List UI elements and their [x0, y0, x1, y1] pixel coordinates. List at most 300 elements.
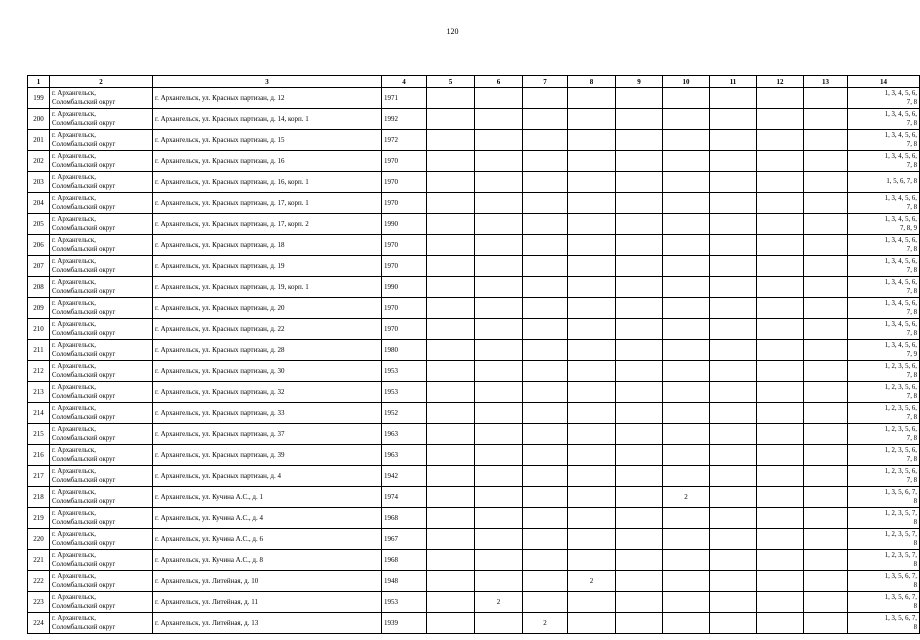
value-cell-6: [475, 508, 523, 529]
district-line: Соломбальский округ: [52, 267, 116, 274]
value-cell-13: [804, 571, 848, 592]
value-cell-6: [475, 466, 523, 487]
value-cell-9: [616, 529, 663, 550]
value-cell-13: [804, 613, 848, 634]
address-cell: г. Архангельск, ул. Красных партизан, д. 16, корп. 1: [153, 172, 382, 193]
criteria-cell: [848, 109, 920, 130]
table-row: [28, 382, 920, 403]
value-cell-6: [475, 550, 523, 571]
value-cell-10: [663, 424, 710, 445]
value-cell-8: [568, 529, 616, 550]
address-cell: г. Архангельск, ул. Красных партизан, д. 19: [153, 256, 382, 277]
year-cell: 1953: [382, 592, 427, 613]
value-cell-12: [757, 214, 804, 235]
value-cell-7: [523, 151, 568, 172]
district-cell: [50, 319, 153, 340]
value-cell-12: [757, 529, 804, 550]
value-cell-11: [710, 319, 757, 340]
value-cell-9: [616, 277, 663, 298]
value-cell-7: [523, 424, 568, 445]
value-cell-12: [757, 571, 804, 592]
value-cell-11: [710, 382, 757, 403]
district-cell: [50, 403, 153, 424]
value-cell-6: [475, 361, 523, 382]
value-cell-12: [757, 256, 804, 277]
value-cell-7: [523, 88, 568, 109]
row-number: 218: [28, 487, 50, 508]
value-cell-7: [523, 550, 568, 571]
year-cell: 1970: [382, 298, 427, 319]
criteria-line: 1, 5, 6, 7, 8: [886, 178, 917, 186]
value-cell-11: [710, 487, 757, 508]
district-line: Соломбальский округ: [52, 624, 116, 631]
district-line: Соломбальский округ: [52, 141, 116, 148]
value-cell-12: [757, 550, 804, 571]
value-cell-11: [710, 550, 757, 571]
value-cell-6: [475, 382, 523, 403]
value-cell-12: [757, 445, 804, 466]
district-line: г. Архангельск,: [52, 363, 96, 370]
year-cell: 1970: [382, 256, 427, 277]
district-cell: [50, 550, 153, 571]
criteria-cell: [848, 88, 920, 109]
page-number: 120: [446, 27, 459, 36]
district-line: Соломбальский округ: [52, 393, 116, 400]
district-cell: [50, 508, 153, 529]
district-line: г. Архангельск,: [52, 573, 96, 580]
value-cell-5: [427, 193, 475, 214]
criteria-cell: [848, 298, 920, 319]
value-cell-11: [710, 214, 757, 235]
criteria-line: 8: [913, 540, 917, 547]
district-line: Соломбальский округ: [52, 120, 116, 127]
criteria-cell: [848, 277, 920, 298]
district-cell: [50, 382, 153, 403]
district-line: г. Архангельск,: [52, 321, 96, 328]
column-header-12: 12: [757, 76, 804, 88]
district-line: Соломбальский округ: [52, 246, 116, 253]
table-row: [28, 361, 920, 382]
value-cell-13: [804, 130, 848, 151]
criteria-cell: [848, 571, 920, 592]
row-number: 200: [28, 109, 50, 130]
value-cell-11: [710, 130, 757, 151]
criteria-line: 1, 3, 4, 5, 6,: [884, 194, 917, 202]
table-row: [28, 277, 920, 298]
table-row: [28, 403, 920, 424]
value-cell-6: [475, 235, 523, 256]
value-cell-5: [427, 445, 475, 466]
value-cell-7: [523, 361, 568, 382]
district-line: г. Архангельск,: [52, 615, 96, 622]
address-cell: г. Архангельск, ул. Красных партизан, д. 14, корп. 1: [153, 109, 382, 130]
value-cell-6: [475, 613, 523, 634]
district-line: Соломбальский округ: [52, 309, 116, 316]
value-cell-13: [804, 340, 848, 361]
value-cell-5: [427, 151, 475, 172]
table-row: [28, 235, 920, 256]
value-cell-8: [568, 592, 616, 613]
district-line: Соломбальский округ: [52, 99, 116, 106]
value-cell-8: [568, 319, 616, 340]
table-row: [28, 592, 920, 613]
value-cell-6: [475, 445, 523, 466]
table-row: [28, 172, 920, 193]
value-cell-8: [568, 445, 616, 466]
value-cell-5: [427, 340, 475, 361]
value-cell-5: [427, 592, 475, 613]
value-cell-5: [427, 361, 475, 382]
value-cell-11: [710, 340, 757, 361]
year-cell: 1970: [382, 151, 427, 172]
value-cell-9: [616, 151, 663, 172]
criteria-cell: [848, 613, 920, 634]
value-cell-8: [568, 298, 616, 319]
criteria-cell: [848, 487, 920, 508]
criteria-line: 1, 3, 4, 5, 6,: [884, 215, 917, 223]
value-cell-9: [616, 487, 663, 508]
value-cell-13: [804, 361, 848, 382]
district-cell: [50, 214, 153, 235]
table-row: [28, 508, 920, 529]
value-cell-13: [804, 529, 848, 550]
district-line: г. Архангельск,: [52, 426, 96, 433]
value-cell-10: [663, 319, 710, 340]
district-line: Соломбальский округ: [52, 477, 116, 484]
address-cell: г. Архангельск, ул. Красных партизан, д. 17, корп. 1: [153, 193, 382, 214]
value-cell-7: [523, 109, 568, 130]
value-cell-9: [616, 550, 663, 571]
criteria-line: 7, 8: [906, 393, 917, 400]
criteria-line: 1, 2, 3, 5, 6,: [884, 425, 917, 433]
year-cell: 1980: [382, 340, 427, 361]
column-header-2: 2: [50, 76, 153, 88]
value-cell-10: [663, 277, 710, 298]
district-line: г. Архангельск,: [52, 489, 96, 496]
criteria-line: 7, 8: [906, 162, 917, 169]
value-cell-9: [616, 130, 663, 151]
criteria-line: 7, 8: [906, 456, 917, 463]
table-row: [28, 319, 920, 340]
value-cell-10: [663, 172, 710, 193]
criteria-line: 7, 8: [906, 267, 917, 274]
value-cell-10: [663, 193, 710, 214]
table-row: [28, 613, 920, 634]
district-line: Соломбальский округ: [52, 183, 116, 190]
value-cell-10: [663, 592, 710, 613]
value-cell-10: [663, 613, 710, 634]
row-number: 199: [28, 88, 50, 109]
value-cell-7: [523, 466, 568, 487]
value-cell-5: [427, 382, 475, 403]
value-cell-11: [710, 256, 757, 277]
value-cell-8: [568, 88, 616, 109]
value-cell-13: [804, 172, 848, 193]
value-cell-9: [616, 592, 663, 613]
year-cell: 1970: [382, 172, 427, 193]
value-cell-12: [757, 109, 804, 130]
address-cell: г. Архангельск, ул. Красных партизан, д. 17, корп. 2: [153, 214, 382, 235]
year-cell: 1968: [382, 508, 427, 529]
value-cell-9: [616, 256, 663, 277]
district-cell: [50, 529, 153, 550]
criteria-line: 1, 3, 4, 5, 6,: [884, 341, 917, 349]
value-cell-10: [663, 361, 710, 382]
value-cell-11: [710, 361, 757, 382]
table-row: [28, 424, 920, 445]
value-cell-11: [710, 235, 757, 256]
value-cell-9: [616, 571, 663, 592]
address-cell: г. Архангельск, ул. Красных партизан, д. 28: [153, 340, 382, 361]
value-cell-13: [804, 298, 848, 319]
value-cell-8: [568, 172, 616, 193]
value-cell-6: [475, 277, 523, 298]
address-cell: г. Архангельск, ул. Кучина А.С., д. 6: [153, 529, 382, 550]
value-cell-6: [475, 193, 523, 214]
criteria-cell: [848, 508, 920, 529]
value-cell-7: [523, 298, 568, 319]
value-cell-12: [757, 298, 804, 319]
column-header-row: [28, 76, 920, 88]
value-cell-7: [523, 235, 568, 256]
address-cell: г. Архангельск, ул. Красных партизан, д. 20: [153, 298, 382, 319]
value-cell-9: [616, 445, 663, 466]
district-line: Соломбальский округ: [52, 519, 116, 526]
row-number: 219: [28, 508, 50, 529]
district-cell: [50, 277, 153, 298]
district-line: г. Архангельск,: [52, 405, 96, 412]
criteria-line: 8: [913, 624, 917, 631]
district-line: Соломбальский округ: [52, 582, 116, 589]
value-cell-8: [568, 550, 616, 571]
value-cell-11: [710, 424, 757, 445]
criteria-line: 7, 8: [906, 288, 917, 295]
district-line: г. Архангельск,: [52, 531, 96, 538]
value-cell-7: [523, 130, 568, 151]
criteria-line: 1, 2, 3, 5, 7,: [884, 551, 917, 559]
value-cell-6: [475, 109, 523, 130]
value-cell-6: [475, 424, 523, 445]
row-number: 202: [28, 151, 50, 172]
value-cell-9: [616, 613, 663, 634]
district-line: г. Архангельск,: [52, 237, 96, 244]
criteria-cell: [848, 319, 920, 340]
year-cell: 1953: [382, 361, 427, 382]
criteria-cell: [848, 382, 920, 403]
district-cell: [50, 424, 153, 445]
value-cell-13: [804, 592, 848, 613]
address-cell: г. Архангельск, ул. Красных партизан, д. 19, корп. 1: [153, 277, 382, 298]
row-number: 223: [28, 592, 50, 613]
value-cell-10: [663, 151, 710, 172]
criteria-line: 7, 8: [906, 141, 917, 148]
year-cell: 1971: [382, 88, 427, 109]
value-cell-9: [616, 424, 663, 445]
row-number: 205: [28, 214, 50, 235]
criteria-line: 7, 8: [906, 204, 917, 211]
district-line: Соломбальский округ: [52, 372, 116, 379]
value-cell-11: [710, 403, 757, 424]
district-cell: [50, 193, 153, 214]
value-cell-8: 2: [568, 571, 616, 592]
value-cell-13: [804, 88, 848, 109]
row-number: 204: [28, 193, 50, 214]
value-cell-5: [427, 109, 475, 130]
value-cell-12: [757, 319, 804, 340]
value-cell-5: [427, 550, 475, 571]
value-cell-8: [568, 109, 616, 130]
value-cell-5: [427, 256, 475, 277]
value-cell-12: [757, 130, 804, 151]
value-cell-9: [616, 340, 663, 361]
value-cell-8: [568, 508, 616, 529]
district-cell: [50, 235, 153, 256]
row-number: 221: [28, 550, 50, 571]
value-cell-9: [616, 214, 663, 235]
criteria-cell: [848, 592, 920, 613]
value-cell-10: [663, 508, 710, 529]
value-cell-6: 2: [475, 592, 523, 613]
value-cell-7: [523, 592, 568, 613]
value-cell-6: [475, 403, 523, 424]
criteria-cell: [848, 214, 920, 235]
criteria-line: 8: [913, 561, 917, 568]
district-line: г. Архангельск,: [52, 300, 96, 307]
district-line: Соломбальский округ: [52, 162, 116, 169]
value-cell-11: [710, 508, 757, 529]
row-number: 208: [28, 277, 50, 298]
criteria-line: 7, 8: [906, 477, 917, 484]
value-cell-12: [757, 508, 804, 529]
value-cell-12: [757, 88, 804, 109]
row-number: 210: [28, 319, 50, 340]
address-cell: г. Архангельск, ул. Красных партизан, д. 4: [153, 466, 382, 487]
criteria-line: 1, 3, 4, 5, 6,: [884, 278, 917, 286]
value-cell-10: [663, 403, 710, 424]
row-number: 213: [28, 382, 50, 403]
value-cell-7: [523, 214, 568, 235]
row-number: 224: [28, 613, 50, 634]
district-line: г. Архангельск,: [52, 384, 96, 391]
value-cell-5: [427, 571, 475, 592]
value-cell-13: [804, 151, 848, 172]
value-cell-5: [427, 319, 475, 340]
table-row: [28, 340, 920, 361]
column-header-5: 5: [427, 76, 475, 88]
value-cell-7: [523, 193, 568, 214]
district-line: г. Архангельск,: [52, 132, 96, 139]
value-cell-5: [427, 403, 475, 424]
table-row: [28, 214, 920, 235]
value-cell-10: [663, 529, 710, 550]
district-cell: [50, 361, 153, 382]
address-cell: г. Архангельск, ул. Кучина А.С., д. 8: [153, 550, 382, 571]
value-cell-7: [523, 529, 568, 550]
criteria-cell: [848, 403, 920, 424]
value-cell-6: [475, 487, 523, 508]
district-cell: [50, 151, 153, 172]
year-cell: 1970: [382, 235, 427, 256]
value-cell-11: [710, 151, 757, 172]
value-cell-5: [427, 172, 475, 193]
district-line: Соломбальский округ: [52, 414, 116, 421]
district-cell: [50, 592, 153, 613]
criteria-line: 7, 8: [906, 120, 917, 127]
value-cell-10: [663, 235, 710, 256]
criteria-cell: [848, 550, 920, 571]
table-row: [28, 151, 920, 172]
address-cell: г. Архангельск, ул. Литейная, д. 13: [153, 613, 382, 634]
table-row: [28, 466, 920, 487]
value-cell-13: [804, 550, 848, 571]
value-cell-12: [757, 172, 804, 193]
value-cell-5: [427, 130, 475, 151]
value-cell-5: [427, 613, 475, 634]
criteria-line: 1, 3, 4, 5, 6,: [884, 320, 917, 328]
address-cell: г. Архангельск, ул. Красных партизан, д. 18: [153, 235, 382, 256]
table-row: [28, 550, 920, 571]
district-line: Соломбальский округ: [52, 540, 116, 547]
value-cell-11: [710, 109, 757, 130]
column-header-1: 1: [28, 76, 50, 88]
criteria-cell: [848, 235, 920, 256]
value-cell-12: [757, 235, 804, 256]
row-number: 207: [28, 256, 50, 277]
value-cell-8: [568, 424, 616, 445]
criteria-line: 1, 3, 4, 5, 6,: [884, 236, 917, 244]
criteria-line: 1, 2, 3, 5, 7,: [884, 530, 917, 538]
district-cell: [50, 613, 153, 634]
value-cell-6: [475, 172, 523, 193]
district-cell: [50, 340, 153, 361]
value-cell-9: [616, 298, 663, 319]
value-cell-7: [523, 508, 568, 529]
value-cell-9: [616, 193, 663, 214]
year-cell: 1972: [382, 130, 427, 151]
district-line: Соломбальский округ: [52, 351, 116, 358]
value-cell-13: [804, 256, 848, 277]
district-cell: [50, 130, 153, 151]
district-line: Соломбальский округ: [52, 498, 116, 505]
value-cell-13: [804, 403, 848, 424]
value-cell-10: [663, 256, 710, 277]
value-cell-10: [663, 466, 710, 487]
value-cell-5: [427, 508, 475, 529]
value-cell-8: [568, 277, 616, 298]
address-cell: г. Архангельск, ул. Литейная, д. 10: [153, 571, 382, 592]
district-line: Соломбальский округ: [52, 435, 116, 442]
value-cell-11: [710, 592, 757, 613]
district-line: г. Архангельск,: [52, 153, 96, 160]
district-cell: [50, 88, 153, 109]
district-line: г. Архангельск,: [52, 447, 96, 454]
value-cell-5: [427, 214, 475, 235]
value-cell-6: [475, 130, 523, 151]
value-cell-11: [710, 529, 757, 550]
value-cell-11: [710, 571, 757, 592]
year-cell: 1990: [382, 214, 427, 235]
column-header-8: 8: [568, 76, 616, 88]
criteria-line: 7, 9: [906, 351, 917, 358]
year-cell: 1939: [382, 613, 427, 634]
value-cell-8: [568, 382, 616, 403]
criteria-line: 1, 3, 4, 5, 6,: [884, 110, 917, 118]
district-cell: [50, 445, 153, 466]
value-cell-10: [663, 340, 710, 361]
district-line: г. Архангельск,: [52, 258, 96, 265]
value-cell-7: [523, 319, 568, 340]
value-cell-13: [804, 109, 848, 130]
